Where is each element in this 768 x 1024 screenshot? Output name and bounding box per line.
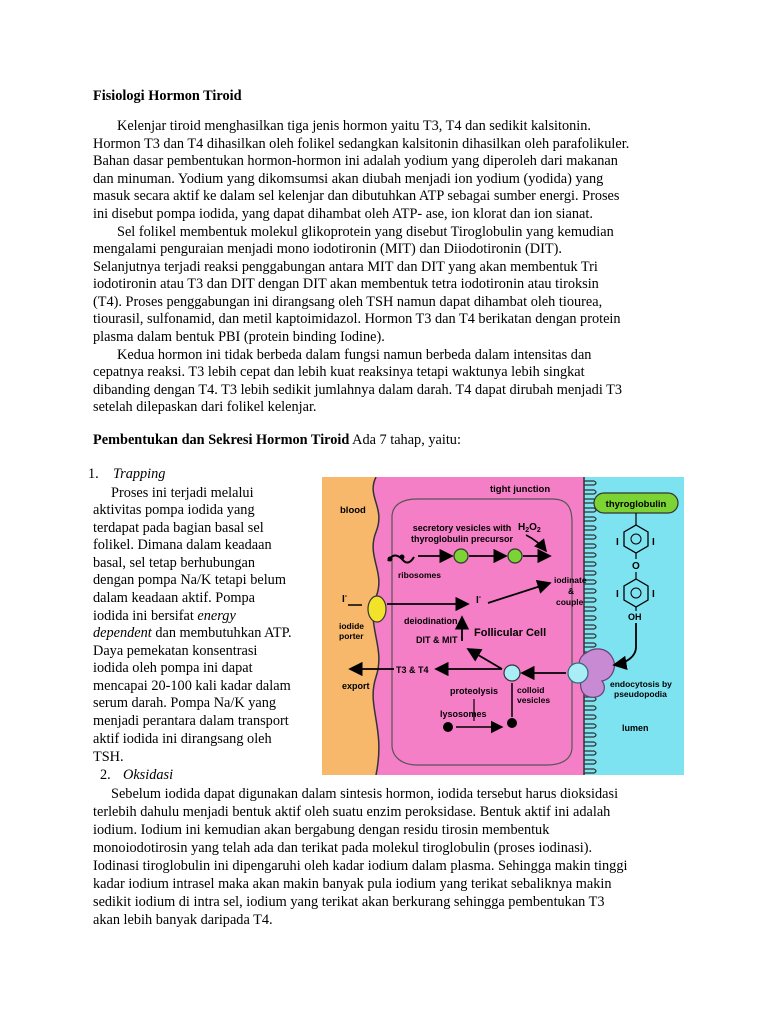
paragraph-line: Kelenjar tiroid menghasilkan tiga jenis hormon yaitu T3, T4 dan sedikit kalsitonin. [117,118,591,134]
body-line: kadar iodium intrasel maka akan makin banyak pula iodium yang terikat sebaliknya makin [93,876,612,892]
paragraph-line: iodotironin atau T3 dan DIT dengan DIT akan membentuk tetra iodotironin atau tiroksin [93,276,599,292]
body-line: menjadi perantara dalam transport [93,713,289,729]
body-line: aktif iodida ini dirangsang oleh [93,731,272,747]
iodide-porter [368,596,386,622]
body-line: TSH. [93,749,124,765]
body-line: serum darah. Pompa Na/K yang [93,695,277,711]
blood-label: blood [340,505,366,516]
body-line: aktivitas pompa iodida yang [93,502,255,518]
couple-label: couple [556,597,584,607]
follicular-cell-label: Follicular Cell [474,627,547,639]
iodinate-label: iodinate [554,575,587,585]
paragraph-line: (T4). Proses penggabungan ini dirangsang oleh TSH namun dapat dihambat oleh tiourea, [93,294,603,310]
body-line: basal, sel tetap berhubungan [93,555,255,571]
ribosomes-label: ribosomes [398,570,441,580]
paragraph-line: ini disebut pompa iodida, yang dapat dihambat oleh ATP- ase, ion klorat dan ion sianat. [93,206,593,222]
paragraph-line: Kedua hormon ini tidak berbeda dalam fungsi namun berbeda dalam intensitas dan [117,347,592,363]
lysosome-fused [507,718,517,728]
body-line: akan lebih banyak daripada T4. [93,912,273,928]
thyroglobulin-label: thyroglobulin [605,499,667,510]
body-line: Iodinasi tiroglobulin ini dipengaruhi oleh kadar iodium dalam plasma. Sehingga makin tinggi [93,858,628,874]
body-line: dalam keadaan aktif. Pompa [93,590,255,606]
emphasis-text: dependent [93,625,152,641]
ribosome-icon [388,557,393,562]
body-line: monoiodotirosin yang telah ada dan terikat pada molekul tiroglobulin (proses iodinasi). [93,840,593,856]
lysosomes-label: lysosomes [440,709,487,719]
secretory-vesicle [454,549,468,563]
thyroid-hormone-synthesis-diagram [322,477,684,775]
body-text: dan membutuhkan ATP. [151,625,292,641]
body-line: Proses ini terjadi melalui [111,485,254,501]
body-line: terlebih dahulu menjadi bentuk aktif oleh suatu enzim peroksidase. Bentuk aktif ini adalah [93,804,611,820]
page-title: Fisiologi Hormon Tiroid [93,88,242,104]
paragraph-line: setelah dilepaskan dari folikel kelenjar. [93,399,317,415]
paragraph-line: dan minuman. Yodium yang dikomsumsi akan diubah menjadi ion yodium (yodida) yang [93,171,604,187]
paragraph-line: Sel folikel membentuk molekul glikoprotein yang disebut Tiroglobulin yang kemudian [117,224,614,240]
paragraph-line: plasma dalam bentuk PBI (protein binding Iodine). [93,329,385,345]
dit-mit-label: DIT & MIT [416,635,458,645]
deiodination-label: deiodination [404,616,458,626]
lysosome [443,722,453,732]
body-line: mencapai 20-100 kali kadar dalam [93,678,291,694]
body-line: iodida oleh pompa ini dapat [93,660,253,676]
paragraph-line: Hormon T3 dan T4 dihasilkan oleh folikel sedangkan kalsitonin dihasilkan oleh parafolikuler. [93,136,630,152]
iodide-porter-label: iodide [339,621,365,631]
body-line: sedikit iodium di intra sel, iodium yang terikat akan berkurang sehingga pembentukan T3 [93,894,605,910]
iodide-cell-label: I- [476,594,482,606]
iodide-porter-label: porter [339,631,364,641]
section-subtitle: Ada 7 tahap, yaitu: [349,432,461,448]
secretory-vesicles-label: secretory vesicles with [412,523,512,533]
body-text: iodida ini bersifat [93,608,198,624]
export-label: export [342,681,370,691]
body-line: Sebelum iodida dapat digunakan dalam sintesis hormon, iodida tersebut harus dioksidasi [111,786,619,802]
ribosome-icon [400,555,405,560]
body-line: iodium. Iodium ini kemudian akan bergabung dengan residu tirosin membentuk [93,822,550,838]
oxygen-label: O [632,561,640,572]
body-line: Daya pemekatan konsentrasi [93,643,258,659]
body-line: dengan pompa Na/K tetapi belum [93,572,286,588]
iodine-label: I [616,537,619,548]
item-1-number: 1. [88,466,99,482]
iodinate-amp: & [568,586,575,596]
paragraph-line: Selanjutnya terjadi reaksi penggabungan antara MIT dan DIT yang akan membentuk Tri [93,259,598,275]
emphasis-text: energy [197,608,236,624]
iodide-blood-label: I- [342,593,348,605]
colloid-vesicle [504,665,520,681]
iodine-label: I [616,589,619,600]
item-2-number: 2. [100,767,111,783]
body-line: terdapat pada bagian basal sel [93,520,264,536]
body-line: folikel. Dimana dalam keadaan [93,537,272,553]
item-2-title: Oksidasi [123,767,174,783]
proteolysis-label: proteolysis [450,686,499,696]
colloid-label: colloid [517,685,545,695]
h2o2-label: $H_2O_2$ [518,522,541,534]
endocytosis-label: pseudopodia [614,689,667,699]
paragraph-line: cepatnya reaksi. T3 lebih cepat dan lebih kuat reaksinya tetapi waktunya lebih singkat [93,364,585,380]
item-1-title: Trapping [113,466,166,482]
iodine-label: I [652,589,655,600]
paragraph-line: mengalami penguraian menjadi mono iodotironin (MIT) dan Diiodotironin (DIT). [93,241,562,257]
paragraph-line: Bahan dasar pembentukan hormon-hormon ini adalah yodium yang diperoleh dari makanan [93,153,618,169]
iodine-label: I [652,537,655,548]
section-title: Pembentukan dan Sekresi Hormon Tiroid [93,432,350,448]
lumen-label: lumen [622,723,649,733]
body-line [93,608,236,626]
endocytosis-label: endocytosis by [610,679,672,689]
endocytosed-colloid [568,663,588,683]
secretory-vesicle [508,549,522,563]
paragraph-line: masuk secara aktif ke dalam sel kelenjar dan dibutuhkan ATP sebagai sumber energi. Proses [93,188,620,204]
colloid-label: vesicles [517,695,551,705]
follicular-cell-region [372,477,604,775]
paragraph-line: tiourasil, sulfonamid, dan metil kaptoimidazol. Hormon T3 dan T4 berikatan dengan protein [93,311,621,327]
paragraph-line: dibanding dengan T4. T3 lebih sedikit jumlahnya dalam darah. T4 dapat dirubah menjadi T3 [93,382,622,398]
section-heading [93,432,461,450]
body-line [93,625,292,643]
t3-t4-label: T3 & T4 [396,665,429,675]
hydroxyl-label: OH [628,612,642,622]
secretory-vesicles-label: thyroglobulin precursor [410,534,514,544]
tight-junction-label: tight junction [490,484,551,495]
